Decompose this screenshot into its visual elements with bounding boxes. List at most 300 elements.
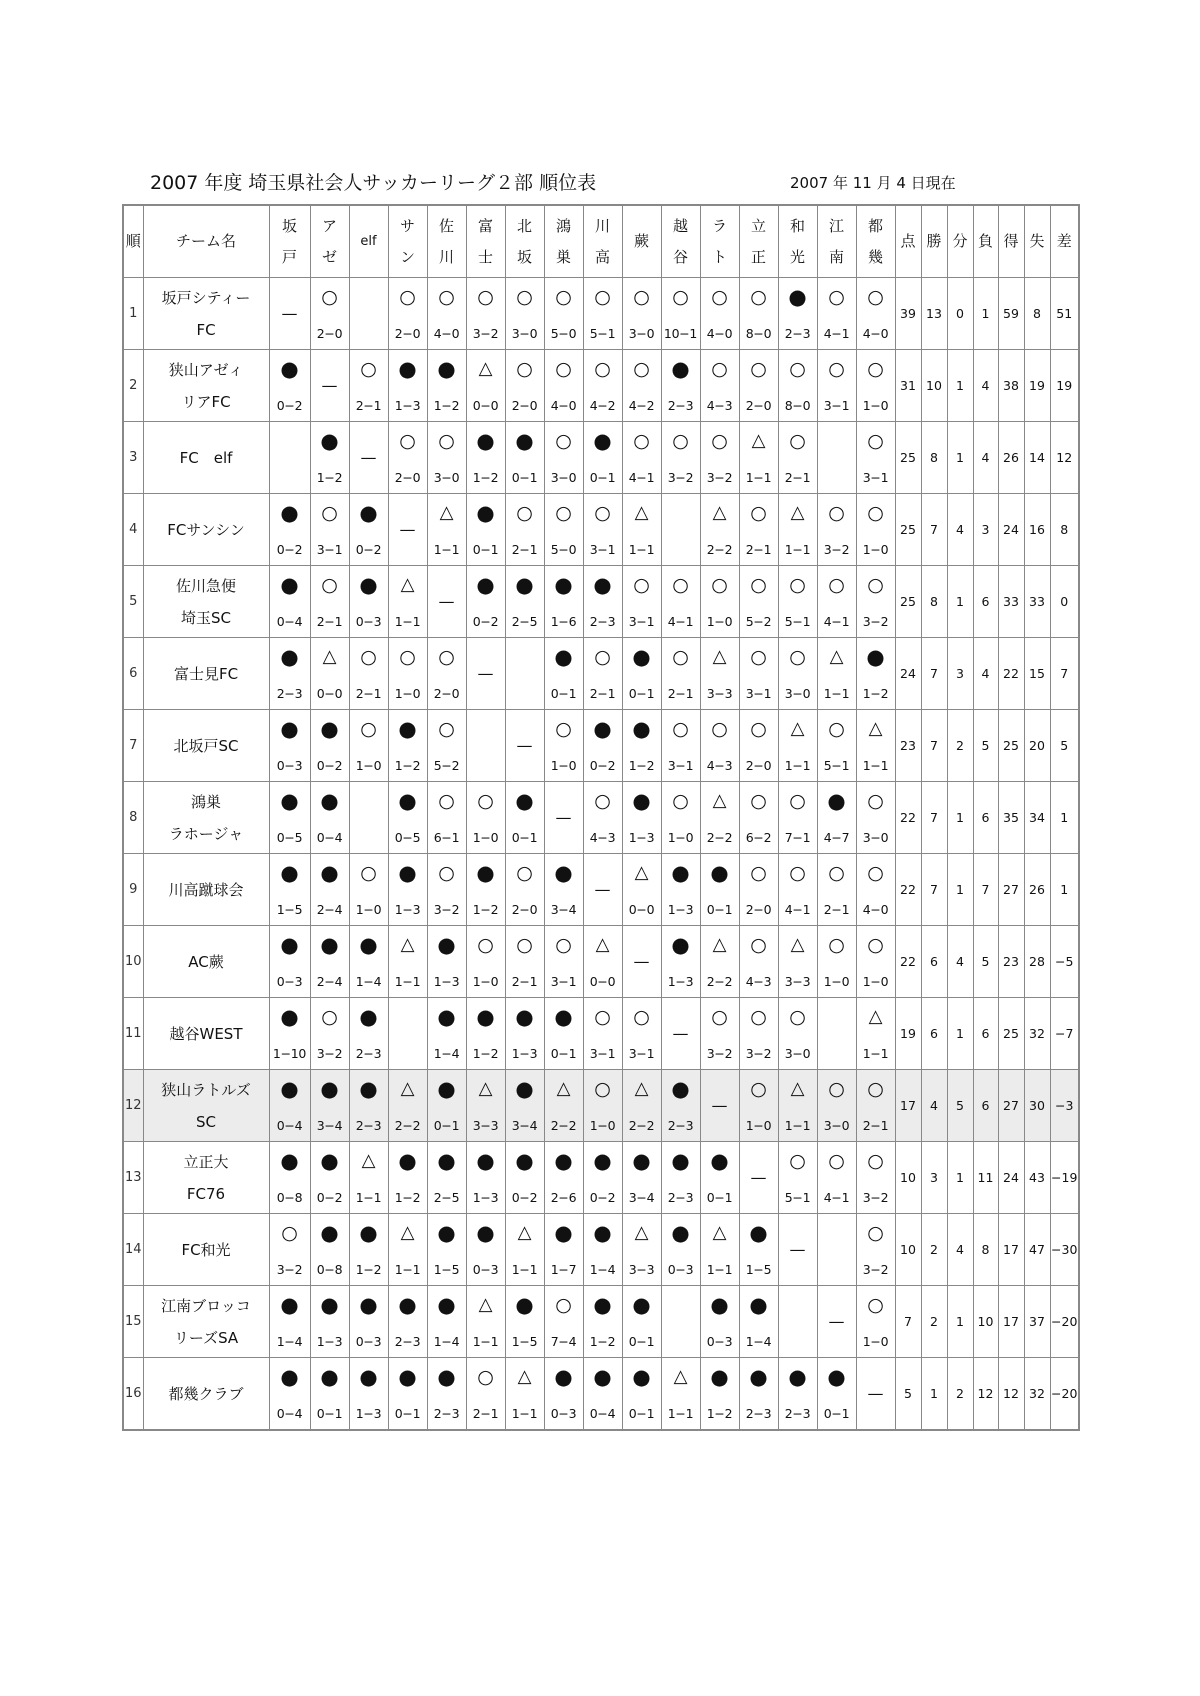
- match-result-cell: [622, 710, 661, 782]
- match-result: [428, 430, 466, 486]
- stat-cell: 10: [973, 1286, 998, 1358]
- match-result-cell: [466, 998, 505, 1070]
- match-score: 3−1: [823, 397, 850, 413]
- stat-cell: −20: [1050, 1286, 1079, 1358]
- win-circle-icon: ○: [828, 717, 845, 740]
- draw-triangle-icon: △: [478, 1293, 493, 1315]
- win-circle-icon: ○: [360, 645, 377, 668]
- match-score: 2−0: [394, 325, 421, 341]
- win-circle-icon: ○: [867, 1293, 884, 1316]
- match-score: 1−0: [862, 541, 889, 557]
- stat-cell: 25: [895, 422, 921, 494]
- match-score: 0−4: [589, 1405, 616, 1421]
- match-score: 1−0: [706, 613, 733, 629]
- stat-cell: 5: [947, 1070, 973, 1142]
- match-result-cell: [700, 1214, 739, 1286]
- match-result: [701, 358, 739, 414]
- match-result: [701, 934, 739, 990]
- match-result: [584, 502, 622, 558]
- stat-cell: 35: [998, 782, 1024, 854]
- win-circle-icon: ○: [750, 357, 767, 380]
- match-result: [584, 358, 622, 414]
- match-score: 2−0: [745, 397, 772, 413]
- match-result-cell: [466, 566, 505, 638]
- team-name-cell: 鴻巣 ラホージャ: [143, 782, 269, 854]
- header-stat: 失: [1024, 205, 1050, 278]
- match-result-cell: [583, 638, 622, 710]
- match-score: 2−0: [511, 397, 538, 413]
- loss-dot-icon: ●: [359, 500, 378, 525]
- match-score: 2−1: [862, 1117, 889, 1133]
- match-result: [662, 1150, 700, 1206]
- loss-dot-icon: ●: [515, 1004, 534, 1029]
- header-opponent: 立 正: [739, 205, 778, 278]
- loss-dot-icon: ●: [437, 1148, 456, 1173]
- win-circle-icon: ○: [828, 861, 845, 884]
- self-match-dash: —: [399, 519, 416, 539]
- rank-cell: 1: [123, 278, 143, 350]
- match-score: 0−3: [667, 1261, 694, 1277]
- match-result: [506, 358, 544, 414]
- match-result-cell: [466, 422, 505, 494]
- match-score: 0−4: [276, 613, 303, 629]
- match-result-cell: [505, 854, 544, 926]
- loss-dot-icon: ●: [280, 932, 299, 957]
- loss-dot-icon: ●: [515, 1292, 534, 1317]
- match-result-cell: [388, 782, 427, 854]
- match-result: [467, 502, 505, 558]
- stat-cell: 4: [973, 350, 998, 422]
- stat-cell: 11: [973, 1142, 998, 1214]
- match-result: [389, 718, 427, 774]
- match-result: [701, 1006, 739, 1062]
- stat-cell: 5: [1050, 710, 1079, 782]
- match-score: 1−2: [862, 685, 889, 701]
- match-score: 3−2: [862, 1261, 889, 1277]
- header-opponent: 越 谷: [661, 205, 700, 278]
- stat-cell: 4: [973, 422, 998, 494]
- self-match-dash: —: [633, 951, 650, 971]
- match-result-cell: [505, 926, 544, 998]
- match-result: [428, 502, 466, 558]
- match-score: 2−1: [355, 685, 382, 701]
- match-score: 4−0: [550, 397, 577, 413]
- match-result-cell: [466, 854, 505, 926]
- stat-cell: 3: [973, 494, 998, 566]
- loss-dot-icon: ●: [632, 788, 651, 813]
- match-score: 0−1: [316, 1405, 343, 1421]
- loss-dot-icon: ●: [632, 716, 651, 741]
- match-score: 3−0: [511, 325, 538, 341]
- match-result-cell: [583, 782, 622, 854]
- header-opponent: 江 南: [817, 205, 856, 278]
- stat-cell: 7: [921, 710, 947, 782]
- loss-dot-icon: ●: [593, 1148, 612, 1173]
- match-result: [740, 286, 778, 342]
- match-result-cell: [466, 278, 505, 350]
- match-result: [662, 862, 700, 918]
- stat-cell: −7: [1050, 998, 1079, 1070]
- win-circle-icon: ○: [789, 861, 806, 884]
- match-result: [428, 1366, 466, 1422]
- match-result-cell: [622, 1142, 661, 1214]
- match-score: 1−10: [272, 1045, 307, 1061]
- match-result-cell: [427, 1070, 466, 1142]
- team-name-cell: 江南ブロッコ リーズSA: [143, 1286, 269, 1358]
- match-score: 6−2: [745, 829, 772, 845]
- match-result-cell: [349, 494, 388, 566]
- win-circle-icon: ○: [711, 357, 728, 380]
- win-circle-icon: ○: [672, 573, 689, 596]
- match-result: [857, 1078, 895, 1134]
- match-result: [818, 862, 856, 918]
- table-row: [123, 1070, 1079, 1142]
- match-result: [623, 862, 661, 918]
- rank-cell: 11: [123, 998, 143, 1070]
- match-result: [428, 286, 466, 342]
- match-result: [662, 358, 700, 414]
- match-score: 8−0: [745, 325, 772, 341]
- loss-dot-icon: ●: [632, 1292, 651, 1317]
- match-score: 4−3: [706, 397, 733, 413]
- match-result-cell: [817, 278, 856, 350]
- win-circle-icon: ○: [438, 429, 455, 452]
- match-result-cell: [700, 1358, 739, 1431]
- match-result-cell: [388, 854, 427, 926]
- win-circle-icon: ○: [555, 1293, 572, 1316]
- win-circle-icon: ○: [594, 645, 611, 668]
- match-score: 2−2: [628, 1117, 655, 1133]
- table-row: [123, 782, 1079, 854]
- loss-dot-icon: ●: [554, 1220, 573, 1245]
- match-score: 0−3: [276, 757, 303, 773]
- match-result: [506, 1366, 544, 1422]
- match-result-cell: [856, 1358, 895, 1431]
- stat-cell: 2: [921, 1214, 947, 1286]
- match-result-cell: [427, 278, 466, 350]
- match-result: [467, 934, 505, 990]
- match-result: [740, 1222, 778, 1278]
- match-result-cell: [622, 1214, 661, 1286]
- loss-dot-icon: ●: [515, 428, 534, 453]
- match-result-cell: [427, 1142, 466, 1214]
- match-result-cell: [388, 998, 427, 1070]
- self-match-dash: —: [789, 1239, 806, 1259]
- draw-triangle-icon: △: [361, 1149, 376, 1171]
- match-result-cell: [544, 638, 583, 710]
- win-circle-icon: ○: [399, 429, 416, 452]
- match-result-cell: [583, 1214, 622, 1286]
- match-result-cell: [661, 1142, 700, 1214]
- match-score: 1−0: [355, 901, 382, 917]
- loss-dot-icon: ●: [554, 860, 573, 885]
- match-result: [506, 502, 544, 558]
- win-circle-icon: ○: [867, 285, 884, 308]
- loss-dot-icon: ●: [320, 716, 339, 741]
- match-result-cell: [817, 710, 856, 782]
- match-result-cell: [700, 1286, 739, 1358]
- match-result: [428, 1078, 466, 1134]
- match-result: [662, 430, 700, 486]
- match-result-cell: [427, 638, 466, 710]
- loss-dot-icon: ●: [866, 644, 885, 669]
- team-name-cell: 北坂戸SC: [143, 710, 269, 782]
- loss-dot-icon: ●: [671, 1220, 690, 1245]
- loss-dot-icon: ●: [554, 644, 573, 669]
- stat-cell: 39: [895, 278, 921, 350]
- match-result-cell: [427, 350, 466, 422]
- match-score: 1−1: [394, 613, 421, 629]
- match-result-cell: [856, 998, 895, 1070]
- match-result: [701, 430, 739, 486]
- match-result-cell: [388, 710, 427, 782]
- stat-cell: 8: [1024, 278, 1050, 350]
- match-score: 4−1: [823, 325, 850, 341]
- loss-dot-icon: ●: [398, 1292, 417, 1317]
- loss-dot-icon: ●: [280, 1076, 299, 1101]
- match-score: 3−0: [433, 469, 460, 485]
- table-row: [123, 1286, 1079, 1358]
- rank-cell: 13: [123, 1142, 143, 1214]
- match-result-cell: [269, 998, 310, 1070]
- match-result: [270, 1078, 310, 1134]
- match-score: 3−1: [628, 613, 655, 629]
- match-result: [623, 430, 661, 486]
- match-result-cell: [505, 1286, 544, 1358]
- win-circle-icon: ○: [555, 357, 572, 380]
- loss-dot-icon: ●: [593, 1364, 612, 1389]
- match-score: 2−1: [784, 469, 811, 485]
- win-circle-icon: ○: [555, 501, 572, 524]
- stat-cell: 1: [1050, 854, 1079, 926]
- match-score: 2−3: [355, 1045, 382, 1061]
- match-result-cell: [349, 566, 388, 638]
- stat-cell: 1: [1050, 782, 1079, 854]
- match-result-cell: [505, 350, 544, 422]
- match-score: 2−0: [316, 325, 343, 341]
- loss-dot-icon: ●: [632, 644, 651, 669]
- match-result: [270, 574, 310, 630]
- win-circle-icon: ○: [555, 285, 572, 308]
- loss-dot-icon: ●: [398, 1148, 417, 1173]
- win-circle-icon: ○: [477, 285, 494, 308]
- header-stat: 差: [1050, 205, 1079, 278]
- match-result-cell: [661, 566, 700, 638]
- match-result-cell: [349, 926, 388, 998]
- match-result: [389, 1150, 427, 1206]
- match-score: 1−0: [394, 685, 421, 701]
- team-name-cell: AC蕨: [143, 926, 269, 998]
- header-opponent: 都 幾: [856, 205, 895, 278]
- match-score: 1−0: [589, 1117, 616, 1133]
- match-result: [467, 574, 505, 630]
- match-result: [818, 286, 856, 342]
- table-row: [123, 1142, 1079, 1214]
- stat-cell: 6: [973, 1070, 998, 1142]
- match-score: 0−2: [276, 541, 303, 557]
- win-circle-icon: ○: [867, 1077, 884, 1100]
- stat-cell: 1: [947, 998, 973, 1070]
- win-circle-icon: ○: [594, 789, 611, 812]
- draw-triangle-icon: △: [673, 1365, 688, 1387]
- match-result-cell: [310, 854, 349, 926]
- match-result: [506, 790, 544, 846]
- match-result-cell: [466, 1286, 505, 1358]
- match-result-cell: [622, 350, 661, 422]
- match-score: 0−1: [628, 1405, 655, 1421]
- loss-dot-icon: ●: [398, 716, 417, 741]
- match-result-cell: [544, 854, 583, 926]
- match-result-cell: [349, 1070, 388, 1142]
- match-score: 1−3: [472, 1189, 499, 1205]
- match-score: 4−2: [628, 397, 655, 413]
- match-result-cell: [700, 926, 739, 998]
- match-result: [584, 646, 622, 702]
- loss-dot-icon: ●: [437, 1292, 456, 1317]
- match-result: [584, 286, 622, 342]
- stat-cell: 7: [895, 1286, 921, 1358]
- match-result: [389, 574, 427, 630]
- match-result-cell: [856, 1070, 895, 1142]
- loss-dot-icon: ●: [320, 1220, 339, 1245]
- header-opponent: ラ ト: [700, 205, 739, 278]
- stat-cell: 24: [895, 638, 921, 710]
- match-result-cell: [661, 782, 700, 854]
- win-circle-icon: ○: [711, 429, 728, 452]
- match-score: 2−3: [745, 1405, 772, 1421]
- match-result: [818, 934, 856, 990]
- match-result: [389, 1078, 427, 1134]
- match-score: 7−4: [550, 1333, 577, 1349]
- match-score: 1−4: [433, 1045, 460, 1061]
- match-score: 3−4: [511, 1117, 538, 1133]
- match-result-cell: [310, 566, 349, 638]
- match-score: 3−0: [823, 1117, 850, 1133]
- match-result-cell: [349, 638, 388, 710]
- match-result-cell: [349, 350, 388, 422]
- match-score: 3−2: [433, 901, 460, 917]
- match-score: 0−0: [316, 685, 343, 701]
- match-result-cell: [349, 782, 388, 854]
- match-result: [467, 1294, 505, 1350]
- match-score: 4−0: [862, 901, 889, 917]
- loss-dot-icon: ●: [280, 1148, 299, 1173]
- match-result-cell: [661, 998, 700, 1070]
- loss-dot-icon: ●: [398, 788, 417, 813]
- match-result-cell: [739, 350, 778, 422]
- match-score: 3−2: [316, 1045, 343, 1061]
- match-score: 3−1: [589, 1045, 616, 1061]
- match-result: [857, 502, 895, 558]
- match-score: 0−2: [589, 1189, 616, 1205]
- match-result: [270, 1222, 310, 1278]
- match-result-cell: [505, 638, 544, 710]
- match-result-cell: [388, 1142, 427, 1214]
- win-circle-icon: ○: [867, 861, 884, 884]
- match-result-cell: [739, 422, 778, 494]
- match-score: 4−0: [862, 325, 889, 341]
- loss-dot-icon: ●: [671, 356, 690, 381]
- match-score: 0−8: [316, 1261, 343, 1277]
- stat-cell: 0: [947, 278, 973, 350]
- match-score: 3−1: [589, 541, 616, 557]
- stat-cell: 17: [998, 1286, 1024, 1358]
- match-result: [389, 430, 427, 486]
- match-result-cell: [856, 1286, 895, 1358]
- win-circle-icon: ○: [633, 429, 650, 452]
- match-result-cell: [778, 782, 817, 854]
- match-result: [389, 790, 427, 846]
- win-circle-icon: ○: [321, 501, 338, 524]
- match-score: 2−2: [706, 829, 733, 845]
- loss-dot-icon: ●: [827, 1364, 846, 1389]
- match-result-cell: [310, 1358, 349, 1431]
- match-result: [545, 646, 583, 702]
- loss-dot-icon: ●: [554, 572, 573, 597]
- match-result-cell: [349, 1286, 388, 1358]
- match-result-cell: [544, 278, 583, 350]
- match-score: 1−2: [472, 469, 499, 485]
- match-result: [857, 286, 895, 342]
- stat-cell: 27: [998, 1070, 1024, 1142]
- match-result: [623, 1006, 661, 1062]
- rank-cell: 5: [123, 566, 143, 638]
- match-result-cell: [427, 710, 466, 782]
- match-result-cell: [622, 1358, 661, 1431]
- match-score: 2−3: [667, 1117, 694, 1133]
- match-result-cell: [856, 494, 895, 566]
- stat-cell: 8: [973, 1214, 998, 1286]
- loss-dot-icon: ●: [359, 1004, 378, 1029]
- win-circle-icon: ○: [750, 645, 767, 668]
- team-name-cell: 狭山ラトルズ SC: [143, 1070, 269, 1142]
- match-score: 1−2: [394, 1189, 421, 1205]
- match-result: [779, 862, 817, 918]
- win-circle-icon: ○: [672, 429, 689, 452]
- match-result-cell: [856, 638, 895, 710]
- match-result-cell: [427, 1358, 466, 1431]
- match-result-cell: [622, 566, 661, 638]
- win-circle-icon: ○: [633, 573, 650, 596]
- match-score: 3−2: [706, 1045, 733, 1061]
- match-score: 1−2: [472, 901, 499, 917]
- match-result-cell: [388, 1286, 427, 1358]
- match-result: [740, 790, 778, 846]
- loss-dot-icon: ●: [710, 1292, 729, 1317]
- match-result: [584, 1006, 622, 1062]
- draw-triangle-icon: △: [634, 1221, 649, 1243]
- match-score: 2−6: [550, 1189, 577, 1205]
- stat-cell: 17: [895, 1070, 921, 1142]
- loss-dot-icon: ●: [280, 788, 299, 813]
- match-score: 8−0: [784, 397, 811, 413]
- match-score: 5−1: [784, 613, 811, 629]
- match-result-cell: [466, 1214, 505, 1286]
- match-result-cell: [856, 1142, 895, 1214]
- match-result-cell: [349, 422, 388, 494]
- stat-cell: 5: [973, 710, 998, 782]
- table-row: [123, 422, 1079, 494]
- stat-cell: 3: [947, 638, 973, 710]
- match-result: [857, 646, 895, 702]
- match-result: [584, 574, 622, 630]
- match-score: 1−1: [511, 1261, 538, 1277]
- match-score: 3−2: [667, 469, 694, 485]
- match-score: 0−1: [550, 1045, 577, 1061]
- loss-dot-icon: ●: [515, 1076, 534, 1101]
- match-result-cell: [427, 422, 466, 494]
- match-score: 2−3: [667, 397, 694, 413]
